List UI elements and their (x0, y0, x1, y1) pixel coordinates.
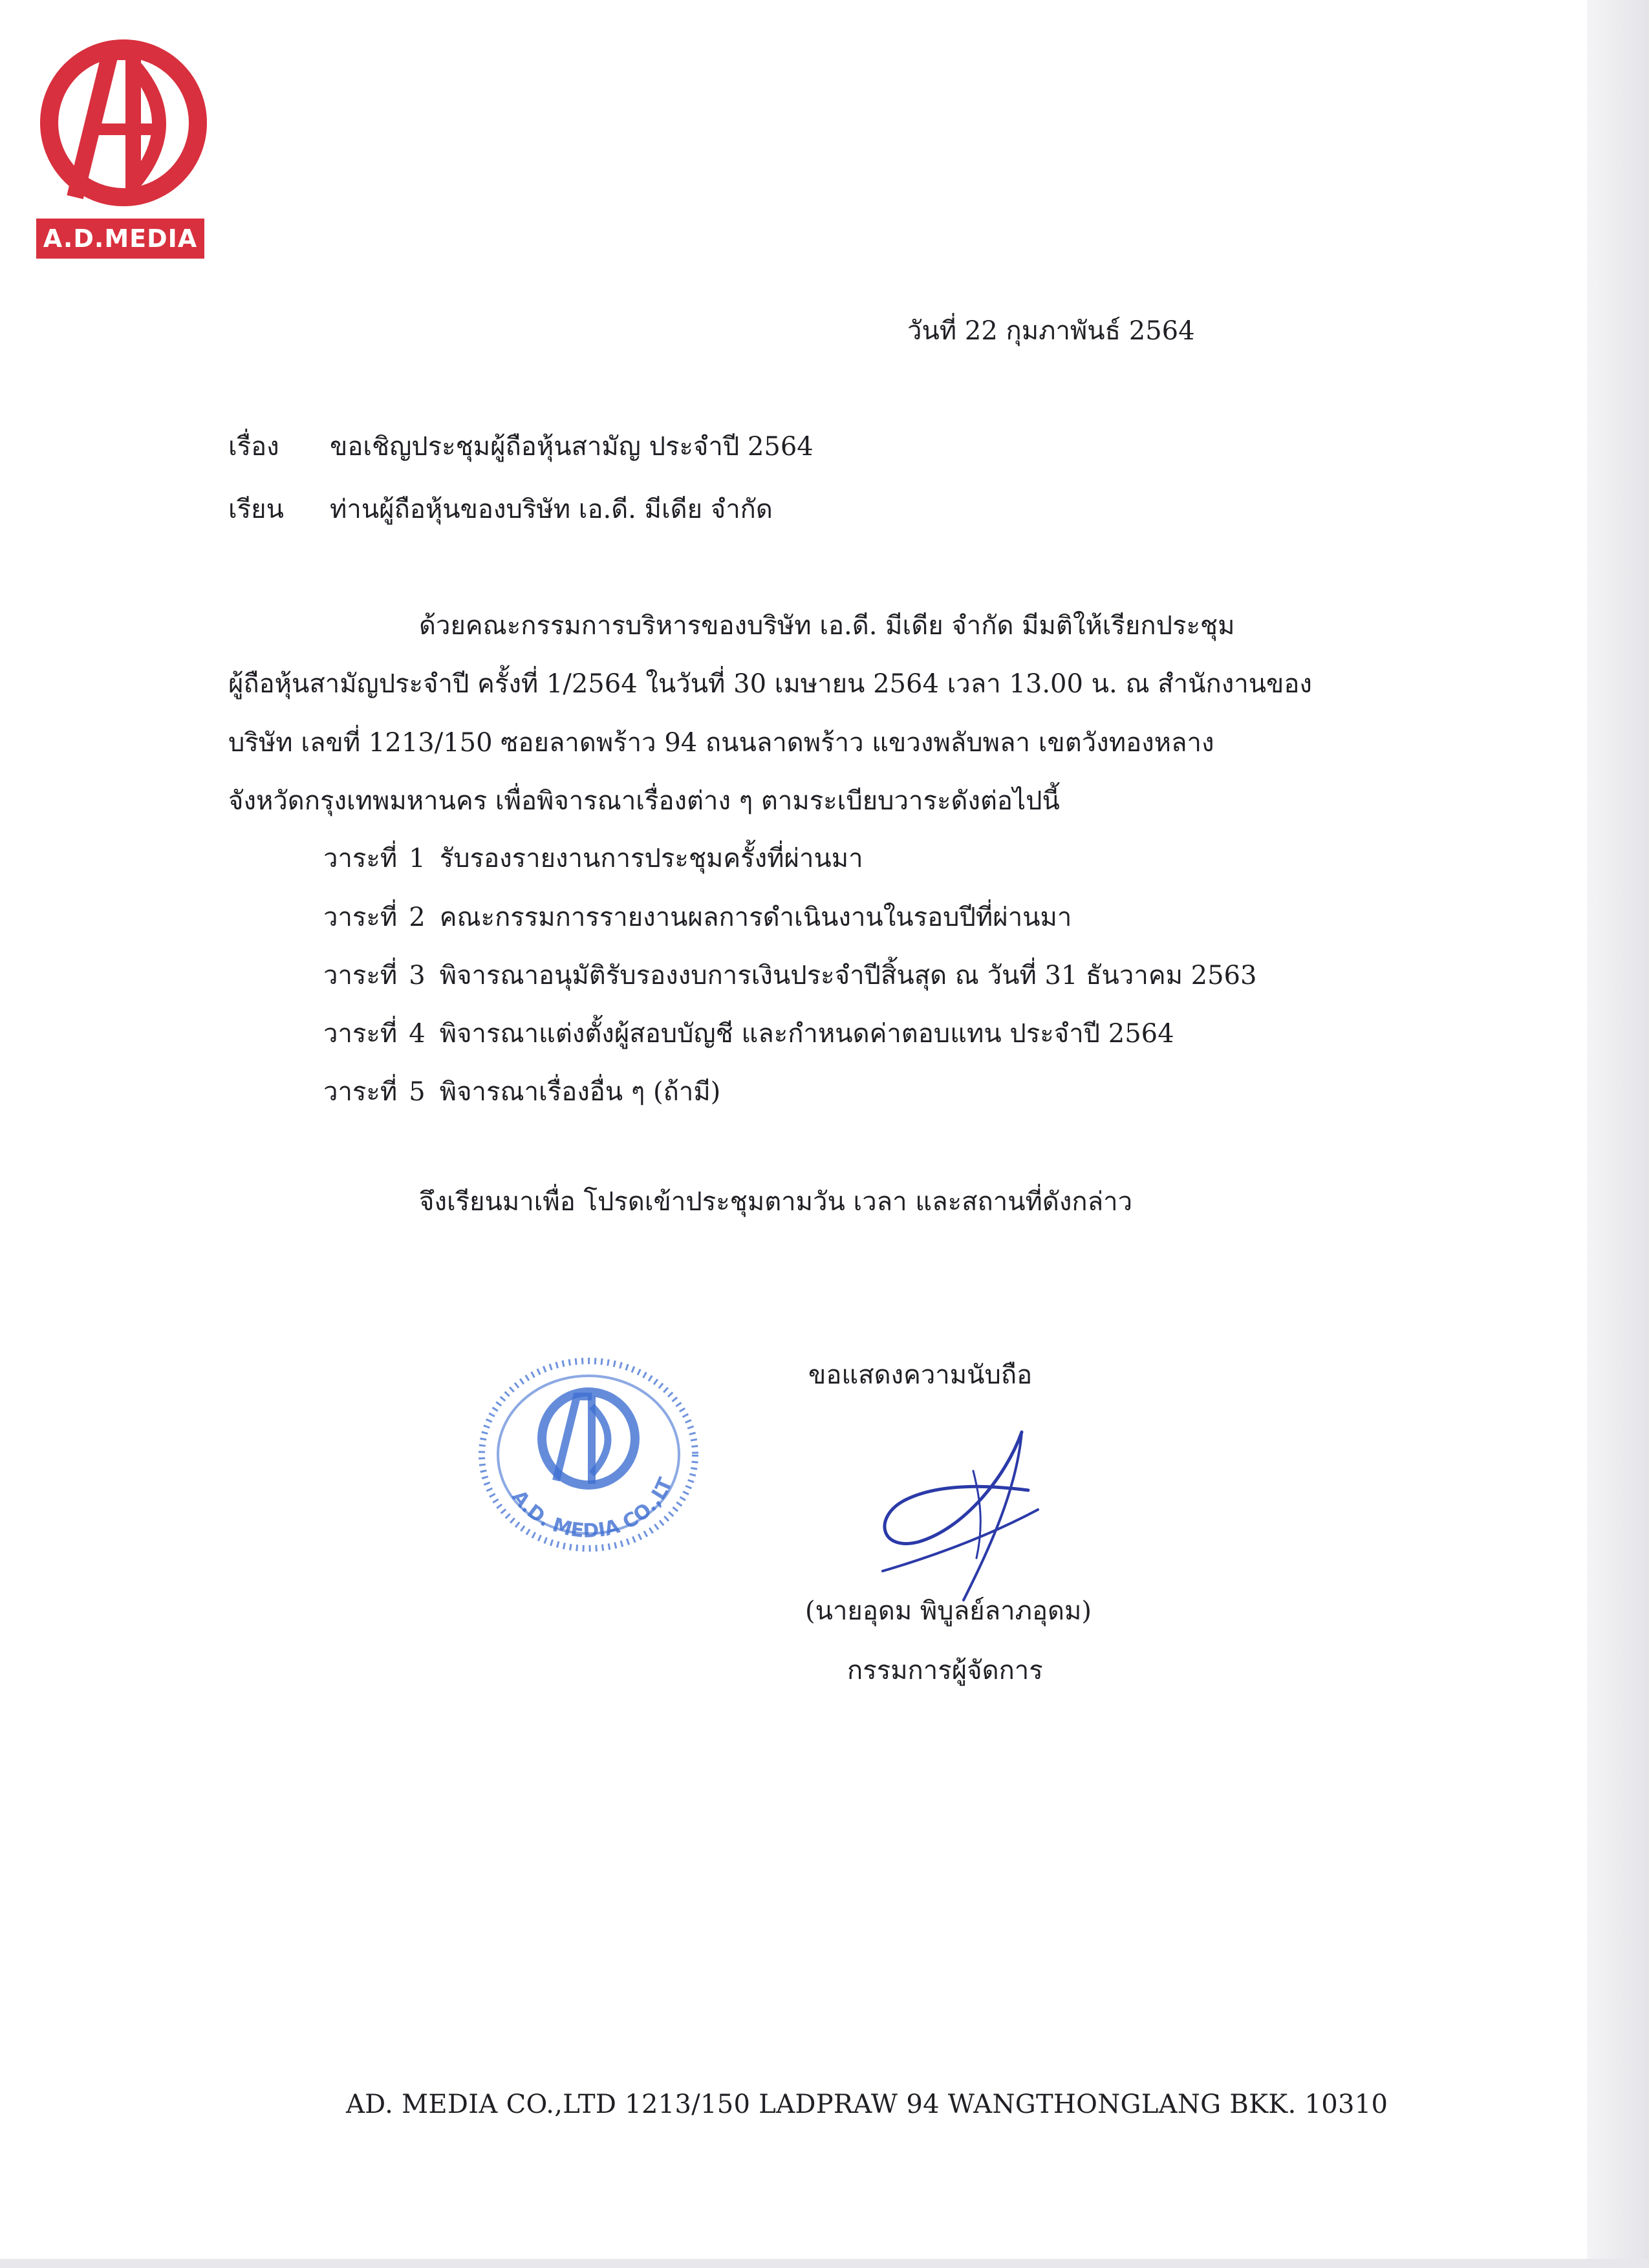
agenda-item (323, 1071, 720, 1112)
subject-value: ขอเชิญประชุมผู้ถือหุ้นสามัญ ประจำปี 2564 (330, 432, 814, 462)
company-stamp (466, 1348, 711, 1561)
logo-text: A.D.MEDIA (36, 219, 204, 259)
agenda-item (323, 1012, 1174, 1054)
agenda-prefix: วาระที่ (323, 1019, 398, 1049)
scan-edge-shadow (1587, 0, 1649, 2268)
logo-mark-icon (36, 26, 211, 220)
agenda-text: พิจารณาอนุมัติรับรองงบการเงินประจำปีสิ้นสุด ณ วันที่ 31 ธันวาคม 2563 (439, 961, 1257, 990)
body-line: ผู้ถือหุ้นสามัญประจำปี ครั้งที่ 1/2564 ในวันที่ 30 เมษายน 2564 เวลา 13.00 น. ณ สำนักงานของ (228, 669, 1312, 699)
signer-name: (นายอุดม พิบูลย์ลาภอุดม) (805, 1596, 1092, 1626)
handwritten-signature (867, 1419, 1048, 1607)
body-line: จังหวัดกรุงเทพมหานคร เพื่อพิจารณาเรื่องต่าง ๆ ตามระเบียบวาระดังต่อไปนี้ (228, 786, 1060, 816)
letter-date: วันที่ 22 กุมภาพันธ์ 2564 (907, 316, 1195, 346)
stamp-icon (466, 1348, 711, 1561)
scan-bottom-shadow (0, 2259, 1649, 2268)
closing-sentence: จึงเรียนมาเพื่อ โปรดเข้าประชุมตามวัน เวลา และสถานที่ดังกล่าว (419, 1187, 1133, 1217)
subject-label: เรื่อง (228, 432, 279, 462)
company-logo (36, 26, 211, 265)
stamp-text: A.D. MEDIA CO.,LT (507, 1474, 678, 1543)
agenda-text: พิจารณาเรื่องอื่น ๆ (ถ้ามี) (439, 1077, 721, 1107)
body-line: บริษัท เลขที่ 1213/150 ซอยลาดพร้าว 94 ถนนลาดพร้าว แขวงพลับพลา เขตวังทองหลาง (228, 728, 1214, 758)
agenda-text: รับรองรายงานการประชุมครั้งที่ผ่านมา (439, 844, 863, 873)
recipient-label: เรียน (228, 495, 284, 524)
company-address-footer: AD. MEDIA CO.,LTD 1213/150 LADPRAW 94 WANGTHONGLANG BKK. 10310 (346, 2090, 1388, 2119)
recipient-value: ท่านผู้ถือหุ้นของบริษัท เอ.ดี. มีเดีย จำกัด (330, 495, 773, 524)
regards-text: ขอแสดงความนับถือ (808, 1360, 1033, 1390)
signer-title: กรรมการผู้จัดการ (847, 1656, 1043, 1685)
agenda-item (323, 896, 1072, 937)
agenda-item (323, 954, 1256, 996)
signature-icon (867, 1419, 1048, 1607)
agenda-prefix: วาระที่ (323, 903, 398, 932)
agenda-number: 1 (409, 844, 426, 873)
agenda-prefix: วาระที่ (323, 961, 398, 990)
agenda-text: คณะกรรมการรายงานผลการดำเนินงานในรอบปีที่ผ่านมา (439, 903, 1072, 932)
agenda-prefix: วาระที่ (323, 1077, 398, 1107)
agenda-number: 5 (409, 1077, 426, 1107)
agenda-number: 2 (409, 903, 426, 932)
agenda-number: 4 (409, 1019, 426, 1049)
body-line: ด้วยคณะกรรมการบริหารของบริษัท เอ.ดี. มีเดีย จำกัด มีมติให้เรียกประชุม (419, 611, 1235, 641)
agenda-number: 3 (409, 961, 426, 990)
agenda-text: พิจารณาแต่งตั้งผู้สอบบัญชี และกำหนดค่าตอบแทน ประจำปี 2564 (439, 1019, 1174, 1049)
agenda-prefix: วาระที่ (323, 844, 398, 873)
agenda-item (323, 837, 863, 879)
